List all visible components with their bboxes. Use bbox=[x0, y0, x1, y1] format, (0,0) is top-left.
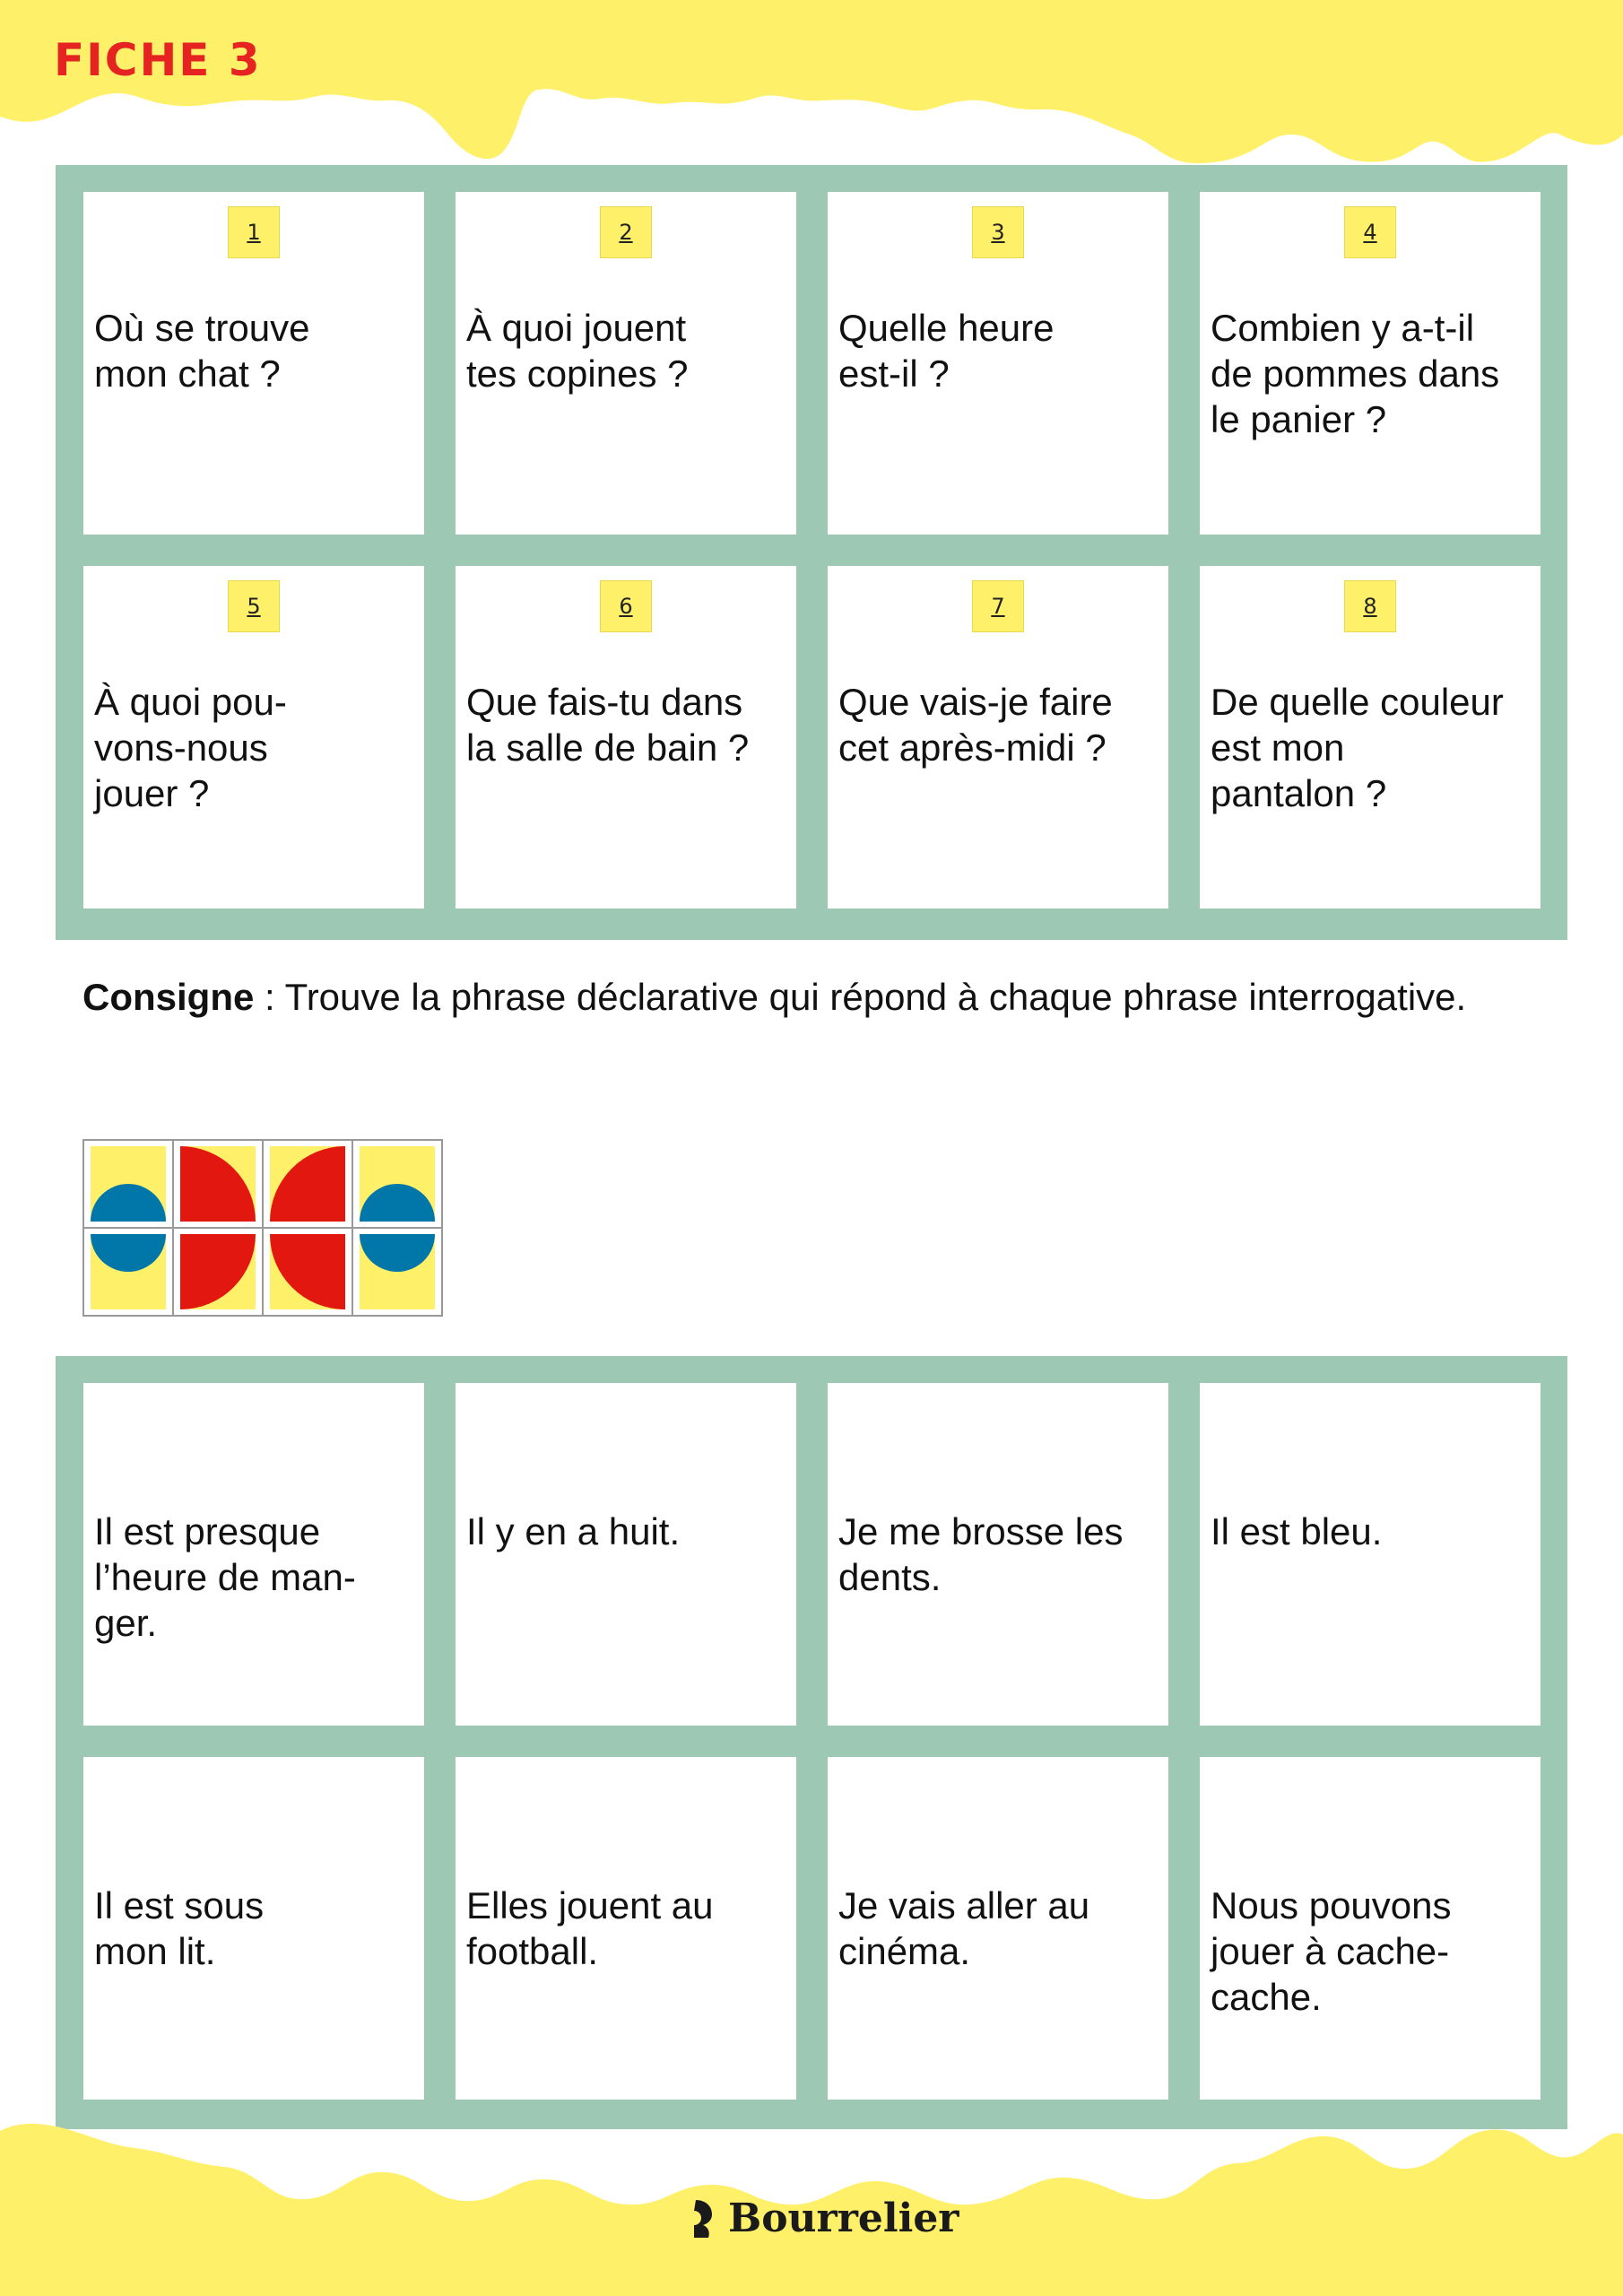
answer-card[interactable] bbox=[83, 1383, 424, 1726]
instruction-label: Consigne bbox=[82, 976, 255, 1018]
blue-half-circle-icon bbox=[360, 1146, 435, 1222]
question-text: Où se trouve mon chat ? bbox=[94, 307, 310, 395]
answer-card[interactable] bbox=[1200, 1757, 1541, 2100]
page-title: FICHE 3 bbox=[54, 34, 262, 86]
symbol-cell bbox=[263, 1140, 352, 1228]
question-text: Que vais-je faire cet après-midi ? bbox=[838, 681, 1113, 769]
question-number-badge: 4 bbox=[1344, 206, 1396, 258]
answer-text: Il est bleu. bbox=[1211, 1510, 1383, 1552]
symbol-cell bbox=[263, 1228, 352, 1316]
symbol-cell bbox=[173, 1140, 263, 1228]
answer-card[interactable] bbox=[828, 1383, 1168, 1726]
question-card[interactable] bbox=[456, 566, 796, 909]
question-text: À quoi pou- vons-nous jouer ? bbox=[94, 681, 287, 814]
symbol-cell bbox=[83, 1140, 173, 1228]
quarter-circle-symbol-grid bbox=[82, 1139, 443, 1317]
symbol-cell bbox=[173, 1228, 263, 1316]
red-quarter-circle-icon bbox=[270, 1234, 345, 1309]
question-card[interactable] bbox=[1200, 192, 1541, 535]
answer-text: Je me brosse les dents. bbox=[838, 1510, 1124, 1598]
answer-card[interactable] bbox=[1200, 1383, 1541, 1726]
question-text: À quoi jouent tes copines ? bbox=[466, 307, 689, 395]
question-number-badge: 3 bbox=[972, 206, 1024, 258]
question-text: De quelle couleur est mon pantalon ? bbox=[1211, 681, 1504, 814]
question-card[interactable] bbox=[828, 192, 1168, 535]
question-number-badge: 2 bbox=[600, 206, 652, 258]
bourrelier-mark-icon bbox=[690, 2198, 716, 2239]
instruction bbox=[82, 976, 1466, 1019]
answer-card[interactable] bbox=[83, 1757, 424, 2100]
brand-name: Bourrelier bbox=[728, 2196, 959, 2241]
answer-text: Je vais aller au cinéma. bbox=[838, 1884, 1090, 1972]
red-quarter-circle-icon bbox=[180, 1146, 256, 1222]
question-card[interactable] bbox=[83, 566, 424, 909]
publisher-logo bbox=[690, 2196, 959, 2241]
answer-text: Il est sous mon lit. bbox=[94, 1884, 265, 1972]
question-number-badge: 6 bbox=[600, 580, 652, 632]
question-grid bbox=[56, 165, 1567, 940]
blue-half-circle-icon bbox=[91, 1234, 166, 1309]
symbol-cell bbox=[352, 1140, 442, 1228]
answer-text: Il est presque l’heure de man- ger. bbox=[94, 1510, 356, 1644]
top-yellow-blob bbox=[0, 0, 1623, 179]
instruction-separator: : bbox=[254, 976, 285, 1018]
red-quarter-circle-icon bbox=[180, 1234, 256, 1309]
question-card[interactable] bbox=[1200, 566, 1541, 909]
question-text: Quelle heure est-il ? bbox=[838, 307, 1055, 395]
instruction-text: Trouve la phrase déclarative qui répond à chaque phrase interrogative. bbox=[284, 976, 1467, 1018]
question-text: Que fais-tu dans la salle de bain ? bbox=[466, 681, 750, 769]
symbol-cell bbox=[83, 1228, 173, 1316]
question-card[interactable] bbox=[828, 566, 1168, 909]
question-card[interactable] bbox=[456, 192, 796, 535]
blue-half-circle-icon bbox=[91, 1146, 166, 1222]
answer-card[interactable] bbox=[456, 1757, 796, 2100]
question-number-badge: 8 bbox=[1344, 580, 1396, 632]
answer-card[interactable] bbox=[456, 1383, 796, 1726]
red-quarter-circle-icon bbox=[270, 1146, 345, 1222]
question-number-badge: 7 bbox=[972, 580, 1024, 632]
answer-text: Nous pouvons jouer à cache- cache. bbox=[1211, 1884, 1452, 2018]
blue-half-circle-icon bbox=[360, 1234, 435, 1309]
question-text: Combien y a-t-il de pommes dans le panier ? bbox=[1211, 307, 1500, 440]
answer-text: Elles jouent au football. bbox=[466, 1884, 714, 1972]
question-number-badge: 1 bbox=[228, 206, 280, 258]
answer-text: Il y en a huit. bbox=[466, 1510, 681, 1552]
symbol-cell bbox=[352, 1228, 442, 1316]
answer-card[interactable] bbox=[828, 1757, 1168, 2100]
answer-grid bbox=[56, 1356, 1567, 2129]
question-number-badge: 5 bbox=[228, 580, 280, 632]
question-card[interactable] bbox=[83, 192, 424, 535]
